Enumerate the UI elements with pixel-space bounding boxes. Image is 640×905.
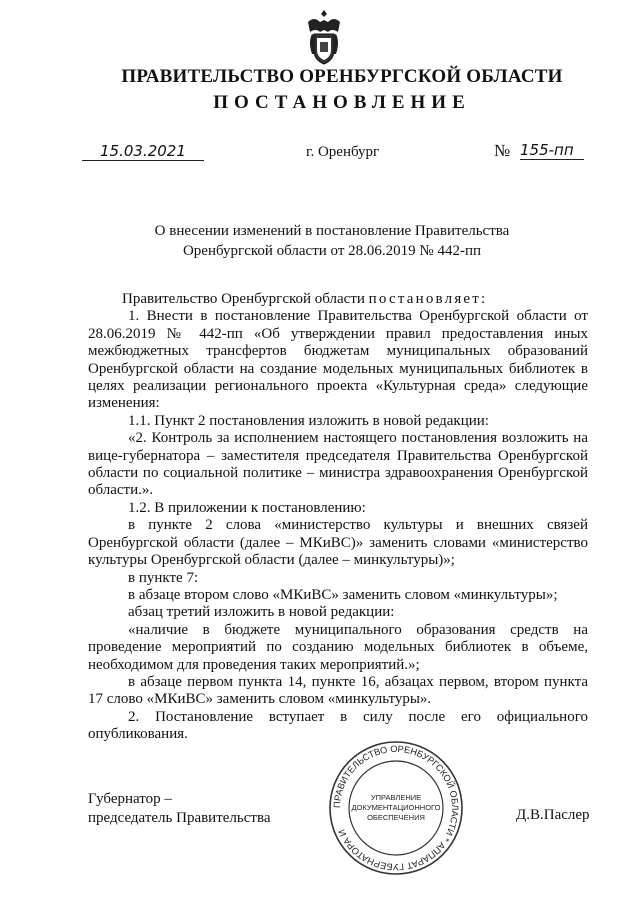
- signer-name: Д.В.Паслер: [516, 807, 590, 823]
- document-city: г. Оренбург: [306, 144, 380, 160]
- seal-center-line-2: ДОКУМЕНТАЦИОННОГО: [351, 803, 441, 812]
- seal-ring-text: ПРАВИТЕЛЬСТВО ОРЕНБУРГСКОЙ ОБЛАСТИ * АППАРАТ ГУБЕРНАТОРА И: [331, 743, 461, 873]
- document-subject: [12, 221, 640, 261]
- document-body: [88, 291, 588, 744]
- preamble-resolves: постановляет: [368, 291, 482, 307]
- paragraph-1: 1. Внести в постановление Правительства Оренбургской области от 28.06.2019 № 442-пп «Об утверждении правил предоставления иных межбюджетных трансфертов бюджетам муниципальных образований Оренбургской области на создание модельных муниципальных библиотек в целях реализации регионального проекта «Культурная среда» следующие изменения:: [88, 308, 588, 412]
- signer-position-line-1: Губернатор –: [88, 791, 172, 807]
- document-date: 15.03.2021: [82, 142, 204, 161]
- subject-line-1: О внесении изменений в постановление Правительства: [154, 223, 510, 239]
- preamble-start: Правительство Оренбургской области: [122, 291, 369, 307]
- paragraph-1-2-a: в пункте 2 слова «министерство культуры и внешних связей Оренбургской области (далее – МКиВС)» заменить словами «министерство культуры Оренбургской области (далее – минкультуры)»;: [88, 517, 588, 569]
- signer-position: [88, 790, 271, 828]
- paragraph-1-2-d: абзац третий изложить в новой редакции:: [128, 604, 395, 621]
- seal-center-line-3: ОБЕСПЕЧЕНИЯ: [367, 813, 425, 822]
- number-label: №: [494, 141, 511, 160]
- paragraph-2: 2. Постановление вступает в силу после его официального опубликования.: [88, 708, 588, 743]
- paragraph-1-2-c: в абзаце втором слово «МКиВС» заменить словом «минкультуры»;: [128, 586, 558, 603]
- preamble-end: :: [481, 291, 486, 307]
- paragraph-1-2: 1.2. В приложении к постановлению:: [128, 499, 366, 516]
- paragraph-1-1: 1.1. Пункт 2 постановления изложить в новой редакции:: [128, 412, 489, 429]
- paragraph-1-2-f: в абзаце первом пункта 14, пункте 16, абзацах первом, втором пункта 17 слово «МКиВС» заменить словом «минкультуры».: [88, 673, 588, 708]
- document-type: ПОСТАНОВЛЕНИЕ: [213, 92, 471, 113]
- official-seal: [326, 738, 466, 878]
- coat-of-arms-icon: [304, 8, 344, 68]
- organization-title: ПРАВИТЕЛЬСТВО ОРЕНБУРГСКОЙ ОБЛАСТИ: [121, 66, 563, 87]
- document-number: 155-пп: [520, 141, 584, 160]
- paragraph-1-2-e: «наличие в бюджете муниципального образования средств на проведение мероприятий по созданию модельных библиотек в объеме, необходимом для проведения таких мероприятий.»;: [88, 621, 588, 673]
- paragraph-1-1-quote: «2. Контроль за исполнением настоящего постановления возложить на вице-губернатора – заместителя председателя Правительства Оренбургской области по социальной политике – министра здравоохранения Оренбургской области.».: [88, 430, 588, 499]
- subject-line-2: Оренбургской области от 28.06.2019 № 442-пп: [182, 243, 482, 259]
- signer-position-line-2: председатель Правительства: [88, 810, 271, 826]
- preamble: [88, 291, 588, 308]
- paragraph-1-2-b: в пункте 7:: [128, 569, 199, 586]
- seal-center-line-1: УПРАВЛЕНИЕ: [370, 793, 422, 802]
